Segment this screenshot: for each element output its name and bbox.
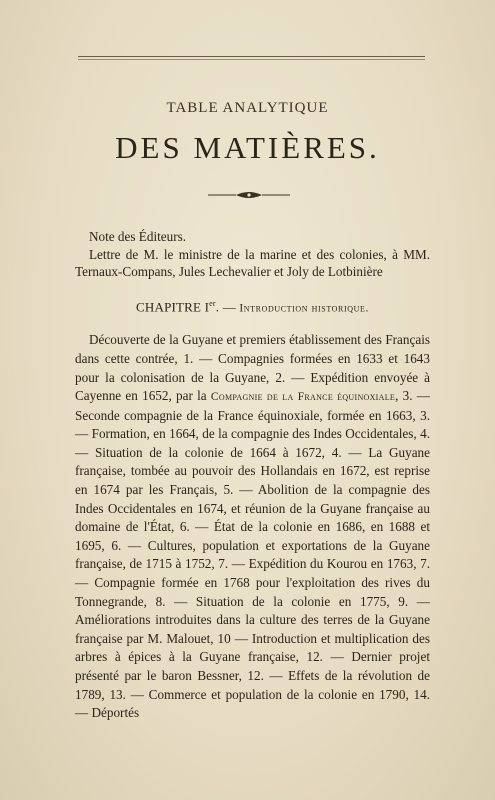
chapter-heading <box>75 295 430 318</box>
entry-lettre-ministre: Lettre de M. le ministre de la marine et des colonies, à MM. Ternaux-Compans, Jules Lechevalier et Joly de Lotbinière <box>75 246 430 279</box>
contents-text <box>75 228 430 723</box>
chapter-summary-paragraph <box>75 331 430 722</box>
top-rule-thin <box>78 59 425 60</box>
summary-part-2: , 3. — Seconde compagnie de la France équinoxiale, formée en 1663, 3. — Formation, en 1664, de la compagnie des Indes Occidentales, 4. — Situation de la colonie de 1664 à 1672, 4. — La Guyane française, tombée au pouvoir des Hollandais en 1672, est reprise en 1674 par les Français, 5. — Abolition de la compagnie des Indes Occidentales en 1674, et réunion de la Guyane française au domaine de l'État, 6. — État de la colonie en 1686, en 1688 et 1695, 6. — Cultures, population et exportations de la Guyane française, de 1715 à 1752, 7. — Expédition du Kourou en 1763, 7. — Compagnie formée en 1768 pour l'exploitation des rives du Tonnegrande, 8. — Situation de la colonie en 1775, 9. — Améliorations introduites dans la culture des terres de la Guyane française par M. Malouet, 10 — Introduction et multiplication des arbres à épices à la Guyane française, 12. — Dernier projet présenté par le baron Bessner, 12. — Effets de la révolution de 1789, 13. — Commerce et population de la colonie en 1790, 14. — Déportés <box>75 388 430 721</box>
summary-smallcaps-company: Compagnie de la France équinoxiale <box>210 391 396 404</box>
chapter-superscript: er <box>209 298 216 308</box>
top-rule <box>78 56 425 57</box>
chapter-separator: . — <box>215 298 240 314</box>
heading-des-matieres: DES MATIÈRES. <box>115 130 380 165</box>
chapter-label: CHAPITRE I <box>136 298 210 314</box>
chapter-title: Introduction historique. <box>239 301 369 314</box>
summary-part-1: Découverte de la Guyane et premiers établissement des Français dans cette contrée, 1. — Compagnies formées en 1633 et 1643 pour la colonisation de la Guyane, 2. — Expédition envoyée à Cayenne en 1652, par la <box>75 332 430 404</box>
ornament-divider-icon <box>206 188 292 202</box>
entry-note-editeurs: Note des Éditeurs. <box>89 229 187 244</box>
heading-table-analytique: TABLE ANALYTIQUE <box>166 100 329 116</box>
